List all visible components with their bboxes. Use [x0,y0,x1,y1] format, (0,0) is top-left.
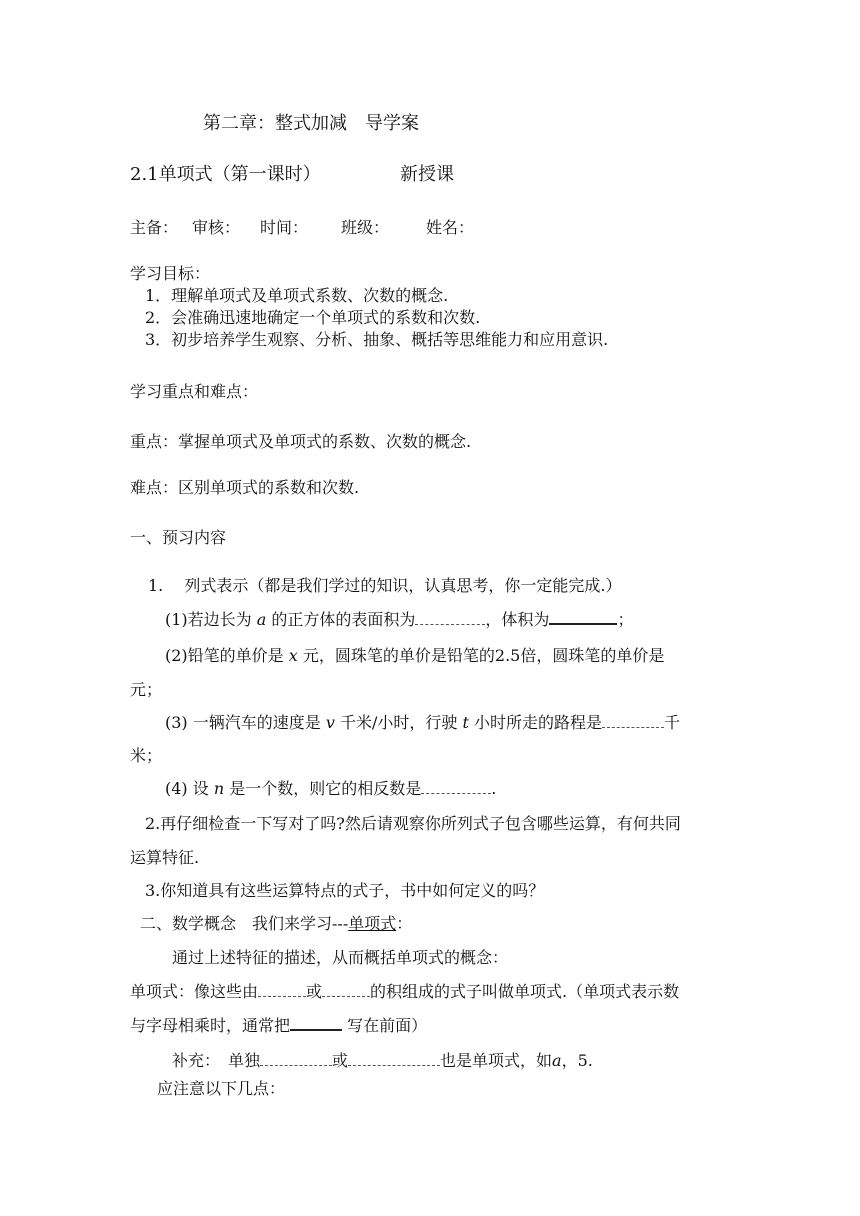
field-author: 主备： [130,218,179,237]
answer-blank[interactable] [348,1051,440,1066]
page-title: 第二章：整式加减 导学案 [203,113,419,134]
concept-definition: 单项式：像这些由 或 的积组成的式子叫做单项式.（单项式表示数 [130,982,680,1001]
difficulty-text: 难点：区别单项式的系数和次数. [130,478,360,497]
answer-blank[interactable] [421,779,491,794]
goals-heading: 学习目标： [130,264,211,283]
key-points-heading: 学习重点和难点： [130,382,259,401]
answer-blank[interactable] [260,1051,332,1066]
concept-notes: 应注意以下几点： [157,1079,286,1098]
answer-blank[interactable] [549,609,617,625]
field-name: 姓名： [426,218,475,237]
concept-intro: 通过上述特征的描述，从而概括单项式的概念： [172,948,509,967]
goal-item: 3．初步培养学生观察、分析、抽象、概括等思维能力和应用意识. [145,330,609,349]
field-class: 班级： [341,218,390,237]
lesson-type: 新授课 [400,164,454,185]
question-1b-cont: 元； [130,680,163,699]
question-1d: (4) 设 n 是一个数，则它的相反数是 . [165,779,497,798]
section-heading: 2.1单项式（第一课时） [130,164,321,185]
field-time: 时间： [260,218,309,237]
concept-definition-cont: 与字母相乘时，通常把 写在前面） [130,1016,428,1035]
question-3: 3.你知道具有这些运算特点的式子，书中如何定义的吗？ [145,881,545,900]
answer-blank[interactable] [602,713,664,728]
answer-blank[interactable] [415,610,485,625]
question-2: 2.再仔细检查一下写对了吗?然后请观察你所列式子包含哪些运算，有何共同 [145,814,681,833]
goal-item: 2．会准确迅速地确定一个单项式的系数和次数. [145,308,481,327]
preview-heading: 一、预习内容 [130,528,227,547]
question-1b: (2)铅笔的单价是 x 元，圆珠笔的单价是铅笔的2.5倍，圆珠笔的单价是 [165,646,665,665]
concept-supplement: 补充： 单独 或 也是单项式，如a，5. [172,1051,593,1070]
answer-blank[interactable] [322,982,370,997]
question-1a: (1)若边长为 a 的正方体的表面积为 ，体积为 ； [165,610,634,629]
answer-blank[interactable] [258,982,306,997]
concept-heading: 二、数学概念 我们来学习---单项式： [140,914,413,933]
goal-item: 1．理解单项式及单项式系数、次数的概念. [145,286,449,305]
question-1: 1. 列式表示（都是我们学过的知识，认真思考，你一定能完成.） [148,576,622,595]
question-1c-cont: 米； [130,746,163,765]
question-2-cont: 运算特征. [130,848,200,867]
field-reviewer: 审核： [192,218,241,237]
question-1c: (3) 一辆汽车的速度是 v 千米/小时，行驶 t 小时所走的路程是 千 [165,713,681,732]
answer-blank[interactable] [290,1015,342,1031]
focus-text: 重点：掌握单项式及单项式的系数、次数的概念. [130,432,472,451]
